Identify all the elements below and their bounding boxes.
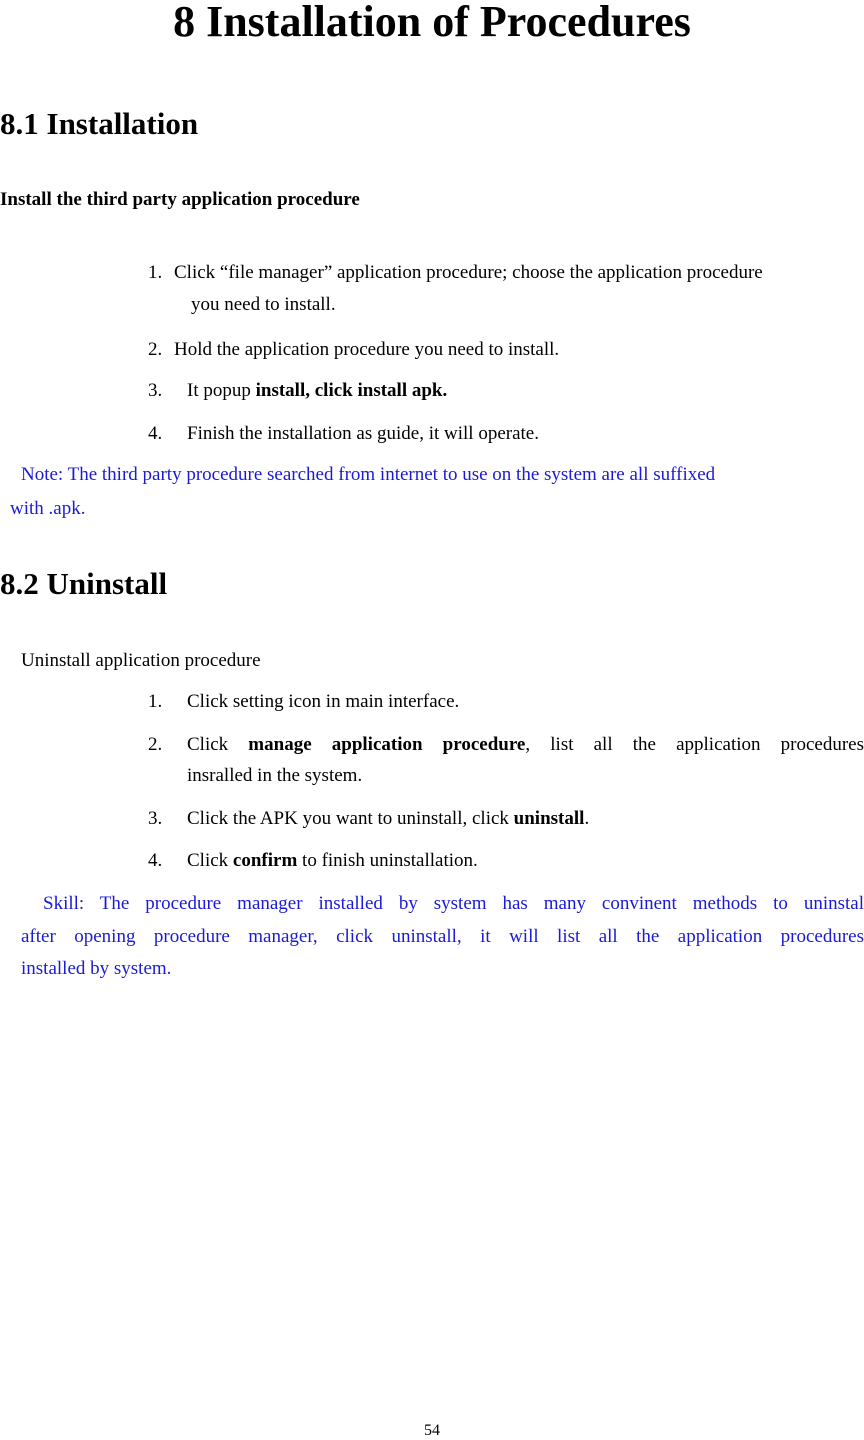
- install-step-3: It popup install, click install apk.: [187, 380, 448, 401]
- install-step-1-line2: you need to install.: [191, 294, 336, 315]
- list-item: [148, 262, 162, 284]
- uninstall-step-4: Click confirm to finish uninstallation.: [187, 850, 478, 871]
- uninstall-intro: Uninstall application procedure: [21, 650, 261, 671]
- page-number: 54: [424, 1422, 440, 1439]
- uninstall-step-2-line2: insralled in the system.: [187, 765, 363, 786]
- step-number: 1.: [148, 691, 163, 712]
- step-number: 4.: [148, 423, 163, 444]
- install-step-2: Hold the application procedure you need to install.: [174, 339, 560, 360]
- install-step-1-line1: Click “file manager” application procedure; choose the application procedure: [174, 262, 763, 283]
- subheading-third-party: Install the third party application procedure: [0, 189, 360, 210]
- skill-line-3: installed by system.: [21, 958, 172, 979]
- uninstall-step-1: Click setting icon in main interface.: [187, 691, 460, 712]
- section-heading-uninstall: 8.2 Uninstall: [0, 566, 168, 601]
- uninstall-step-2-line1: Click manage application procedure, list all the application procedures: [187, 734, 864, 755]
- skill-line-2: after opening procedure manager, click uninstall, it will list all the application procedures: [21, 926, 864, 947]
- install-step-4: Finish the installation as guide, it will operate.: [187, 423, 539, 444]
- note-line-1: Note: The third party procedure searched from internet to use on the system are all suffixed: [21, 464, 716, 485]
- step-number: 3.: [148, 380, 163, 401]
- skill-line-1: Skill: The procedure manager installed by system has many convinent methods to uninstal: [43, 893, 864, 914]
- page-title: 8 Installation of Procedures: [173, 0, 691, 46]
- note-line-2: with .apk.: [10, 498, 86, 519]
- uninstall-step-3: Click the APK you want to uninstall, click uninstall.: [187, 808, 590, 829]
- step-number: 2.: [148, 339, 163, 360]
- section-heading-installation: 8.1 Installation: [0, 106, 199, 141]
- step-number: 2.: [148, 734, 163, 755]
- step-number: 4.: [148, 850, 163, 871]
- step-number: 3.: [148, 808, 163, 829]
- step-number: 1.: [148, 262, 163, 283]
